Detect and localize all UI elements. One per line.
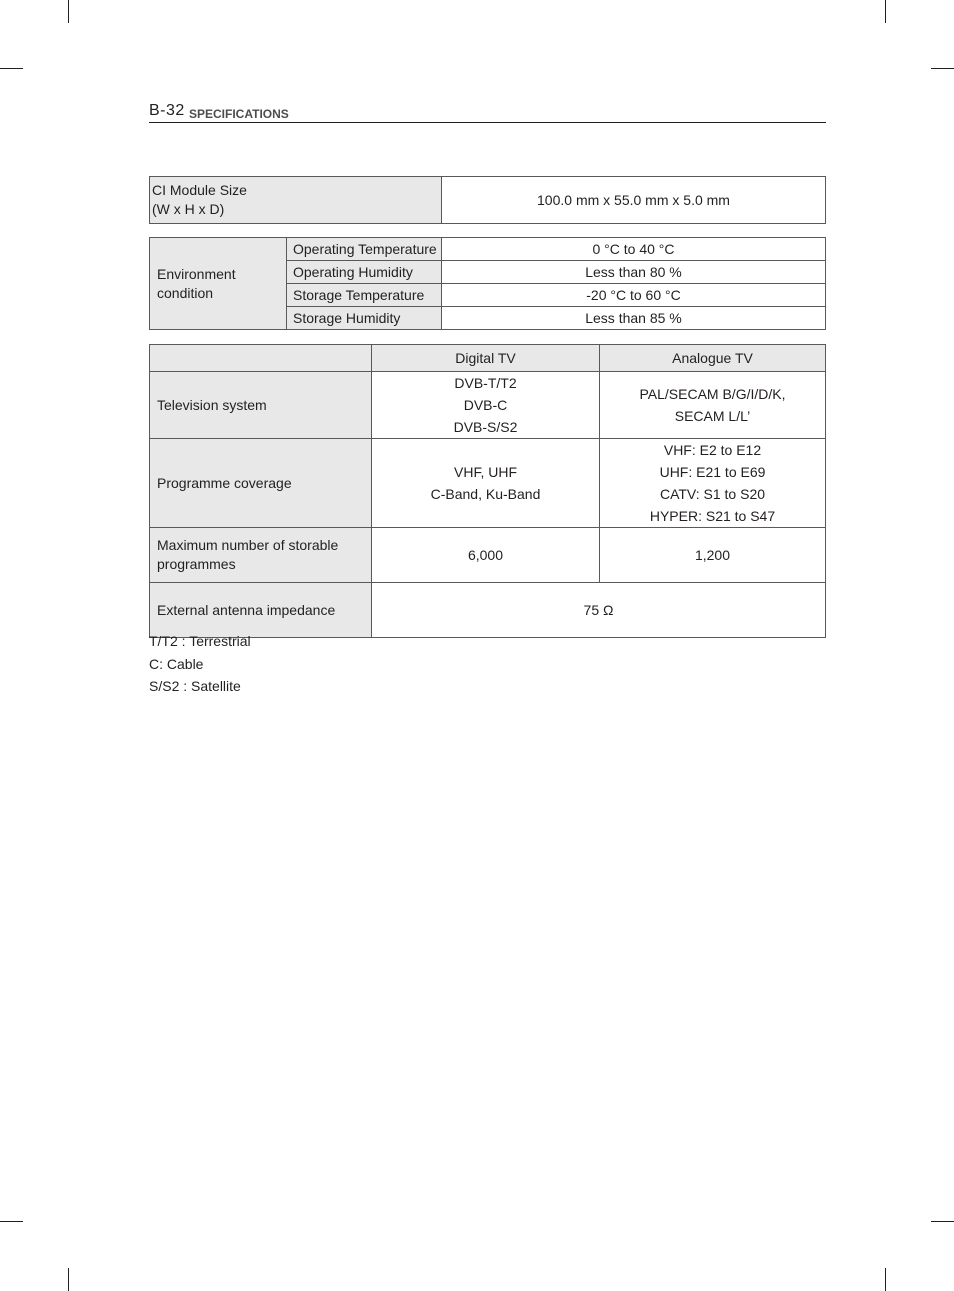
footnotes — [149, 630, 251, 698]
env-row-name: Storage Temperature — [287, 284, 442, 307]
crop-mark — [931, 68, 954, 69]
ci-module-value: 100.0 mm x 55.0 mm x 5.0 mm — [442, 177, 826, 224]
header-analogue-tv: Analogue TV — [600, 345, 826, 372]
television-system-analogue: PAL/SECAM B/G/I/D/K, SECAM L/L’ — [600, 372, 826, 439]
env-row-name: Operating Humidity — [287, 261, 442, 284]
env-row-name: Operating Temperature — [287, 238, 442, 261]
header-cell-empty — [150, 345, 372, 372]
env-row-value: Less than 80 % — [442, 261, 826, 284]
env-row-value: -20 °C to 60 °C — [442, 284, 826, 307]
table-header-row — [150, 345, 826, 372]
ci-module-table — [149, 176, 826, 224]
env-row-value: 0 °C to 40 °C — [442, 238, 826, 261]
table-row — [150, 372, 826, 439]
footnote-terrestrial: T/T2 : Terrestrial — [149, 633, 251, 649]
footnote-cable: C: Cable — [149, 655, 204, 672]
crop-mark — [68, 0, 69, 23]
max-programmes-digital: 6,000 — [372, 528, 600, 583]
ci-module-label: CI Module Size (W x H x D) — [150, 177, 442, 224]
crop-mark — [885, 0, 886, 23]
table-row — [150, 583, 826, 638]
table-row — [150, 238, 826, 261]
table-row — [150, 528, 826, 583]
television-system-digital: DVB-T/T2 DVB-C DVB-S/S2 — [372, 372, 600, 439]
crop-mark — [0, 1221, 23, 1222]
section-title: SPECIFICATIONS — [189, 107, 289, 121]
crop-mark — [885, 1268, 886, 1291]
programme-coverage-label: Programme coverage — [150, 439, 372, 528]
max-programmes-analogue: 1,200 — [600, 528, 826, 583]
crop-mark — [0, 68, 23, 69]
table-row — [150, 177, 826, 224]
page-number: B-32 — [149, 102, 185, 119]
environment-table — [149, 237, 826, 330]
programme-coverage-analogue: VHF: E2 to E12 UHF: E21 to E69 CATV: S1 to S20 HYPER: S21 to S47 — [600, 439, 826, 528]
header-digital-tv: Digital TV — [372, 345, 600, 372]
antenna-impedance-label: External antenna impedance — [150, 583, 372, 638]
programme-coverage-digital: VHF, UHF C-Band, Ku-Band — [372, 439, 600, 528]
crop-mark — [68, 1268, 69, 1291]
page-header — [149, 102, 826, 123]
max-programmes-label: Maximum number of storable programmes — [150, 528, 372, 583]
environment-label: Environment condition — [150, 238, 287, 330]
television-system-label: Television system — [150, 372, 372, 439]
tv-system-table — [149, 344, 826, 638]
env-row-name: Storage Humidity — [287, 307, 442, 330]
env-row-value: Less than 85 % — [442, 307, 826, 330]
crop-mark — [931, 1221, 954, 1222]
antenna-impedance-value: 75 Ω — [372, 583, 826, 638]
table-row — [150, 439, 826, 528]
footnote-satellite: S/S2 : Satellite — [149, 678, 241, 694]
